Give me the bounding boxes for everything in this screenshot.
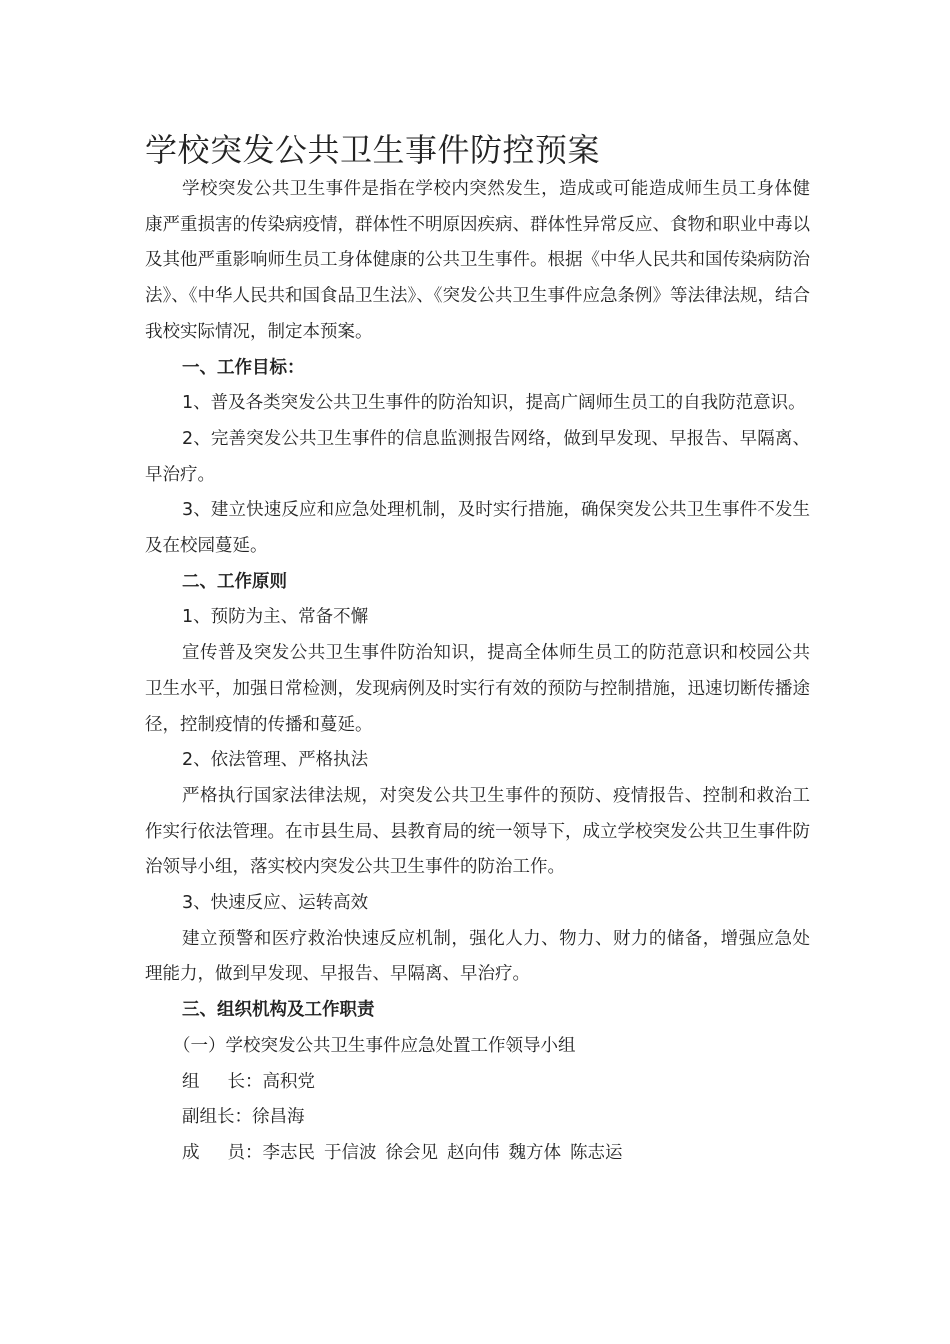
principle-text-1: 宣传普及突发公共卫生事件防治知识，提高全体师生员工的防范意识和校园公共卫生水平，加强日常检测，发现病例及时实行有效的预防与控制措施，迅速切断传播途径，控制疫情的传播和蔓延。 (145, 643, 810, 735)
member-name: 赵向伟 (447, 1142, 500, 1163)
intro-paragraph: 学校突发公共卫生事件是指在学校内突然发生，造成或可能造成师生员工身体健康严重损害的传染病疫情，群体性不明原因疾病、群体性异常反应、食物和职业中毒以及其他严重影响师生员工身体健康的公共卫生事件。根据《中华人民共和国传染病防治法》、《中华人民共和国食品卫生法》、《突发公共卫生事件应急条例》等法律法规，结合我校实际情况，制定本预案。 (145, 179, 810, 342)
deputy-label: 副组长： (182, 1107, 252, 1128)
principle-title-2: 2、依法管理、严格执法 (182, 750, 369, 771)
org-subheading: （一）学校突发公共卫生事件应急处置工作领导小组 (173, 1035, 576, 1056)
principle-title-3: 3、快速反应、运转高效 (182, 893, 369, 914)
section-heading-organization: 三、组织机构及工作职责 (182, 1000, 375, 1021)
document-body (145, 128, 810, 1172)
member-name: 于信波 (324, 1142, 377, 1163)
goal-item-1: 1、普及各类突发公共卫生事件的防治知识，提高广阔师生员工的自我防范意识。 (182, 393, 806, 414)
goal-item-3: 3、建立快速反应和应急处理机制，及时实行措施，确保突发公共卫生事件不发生及在校园蔓延。 (145, 500, 810, 557)
leader-row (145, 1065, 810, 1101)
leader-label-part2: 长： (227, 1071, 263, 1092)
member-name: 李志民 (262, 1142, 315, 1163)
goal-item-2: 2、完善突发公共卫生事件的信息监测报告网络，做到早发现、早报告、早隔离、早治疗。 (145, 428, 810, 485)
leader-label-part1: 组 (182, 1071, 200, 1092)
member-name: 陈志运 (570, 1142, 623, 1163)
deputy-row (145, 1100, 810, 1136)
member-name: 魏方体 (508, 1142, 561, 1163)
deputy-name: 徐昌海 (252, 1107, 305, 1128)
members-label-part1: 成 (182, 1142, 200, 1163)
principle-title-1: 1、预防为主、常备不懈 (182, 607, 369, 628)
section-heading-principles: 二、工作原则 (182, 571, 287, 592)
members-row (145, 1136, 810, 1172)
principle-text-3: 建立预警和医疗救治快速反应机制，强化人力、物力、财力的储备，增强应急处理能力，做到早发现、早报告、早隔离、早治疗。 (145, 928, 810, 985)
leader-name: 高积党 (262, 1071, 315, 1092)
members-label-part2: 员： (227, 1142, 263, 1163)
section-heading-goals: 一、工作目标： (182, 357, 305, 378)
document-title: 学校突发公共卫生事件防控预案 (145, 131, 601, 169)
member-name: 徐会见 (385, 1142, 438, 1163)
principle-text-2: 严格执行国家法律法规，对突发公共卫生事件的预防、疫情报告、控制和救治工作实行依法管理。在市县生局、县教育局的统一领导下，成立学校突发公共卫生事件防治领导小组，落实校内突发公共卫生事件的防治工作。 (145, 785, 810, 878)
